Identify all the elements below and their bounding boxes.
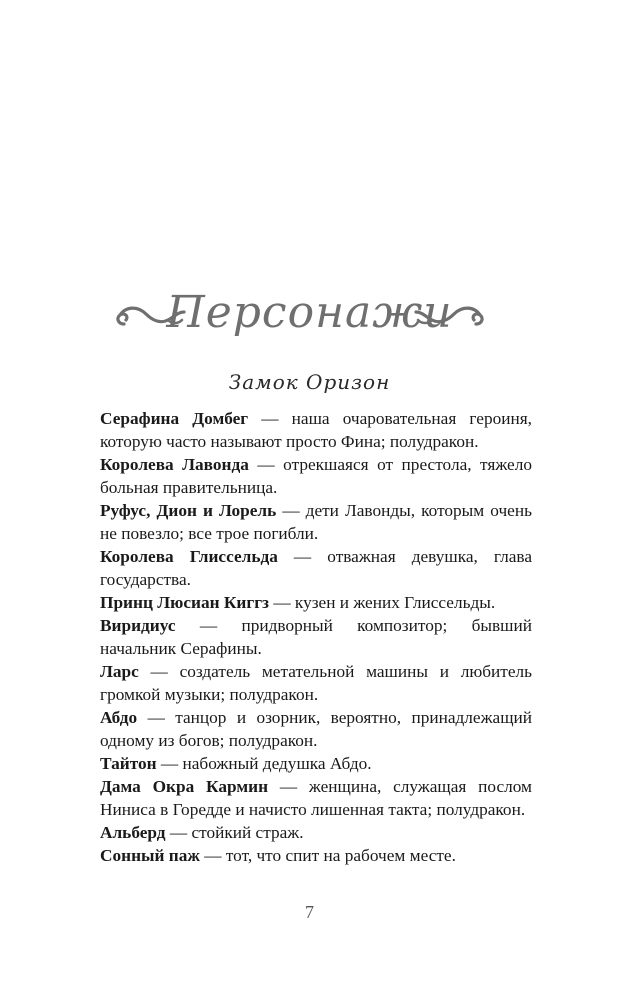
page-title: Персонажи	[166, 287, 453, 338]
character-list	[100, 407, 532, 867]
character-name: Виридиус	[100, 616, 176, 635]
character-entry	[100, 752, 532, 775]
character-name: Руфус, Дион и Лорель	[100, 501, 277, 520]
character-description: — кузен и жених Глиссельды.	[269, 593, 496, 612]
character-entry	[100, 821, 532, 844]
character-entry	[100, 545, 532, 591]
section-subtitle: Замок Оризон	[228, 370, 391, 394]
character-description: — тот, что спит на рабочем месте.	[199, 846, 456, 865]
character-description: — стойкий страж.	[165, 823, 304, 842]
chapter-heading	[0, 282, 619, 352]
character-entry	[100, 614, 532, 660]
character-entry	[100, 499, 532, 545]
character-description: — отрекшаяся от престола, тяжело больная правительница.	[100, 455, 532, 497]
character-description: — танцор и озорник, вероятно, принадлежащий одному из богов; полудракон.	[100, 708, 532, 750]
character-entry	[100, 775, 532, 821]
character-description: — создатель метательной машины и любитель громкой музыки; полудракон.	[100, 662, 532, 704]
character-name: Сонный паж	[100, 846, 200, 865]
character-entry	[100, 591, 532, 614]
page-number: 7	[305, 902, 314, 922]
character-name: Тайтон	[100, 754, 157, 773]
character-name: Принц Люсиан Киггз	[100, 593, 269, 612]
character-description: — женщина, служащая послом Ниниса в Горедде и начисто лишенная такта; полудракон.	[100, 777, 532, 819]
character-description: — наша очаровательная героиня, которую часто называют просто Фина; полудракон.	[100, 409, 532, 451]
right-flourish-ornament	[410, 294, 488, 334]
character-entry	[100, 706, 532, 752]
character-entry	[100, 660, 532, 706]
character-name: Альберд	[100, 823, 166, 842]
character-name: Королева Глиссельда	[100, 547, 278, 566]
character-entry	[100, 453, 532, 499]
character-name: Королева Лавонда	[100, 455, 249, 474]
character-description: — отважная девушка, глава государства.	[100, 547, 532, 589]
character-name: Абдо	[100, 708, 138, 727]
character-name: Ларс	[100, 662, 139, 681]
character-name: Серафина Домбег	[100, 409, 249, 428]
character-entry	[100, 844, 532, 867]
character-entry	[100, 407, 532, 453]
character-description: — набожный дедушка Абдо.	[156, 754, 372, 773]
character-description: — дети Лавонды, которым очень не повезло; все трое погибли.	[100, 501, 532, 543]
character-description: — придворный композитор; бывший начальник Серафины.	[100, 616, 532, 658]
character-name: Дама Окра Кармин	[100, 777, 269, 796]
